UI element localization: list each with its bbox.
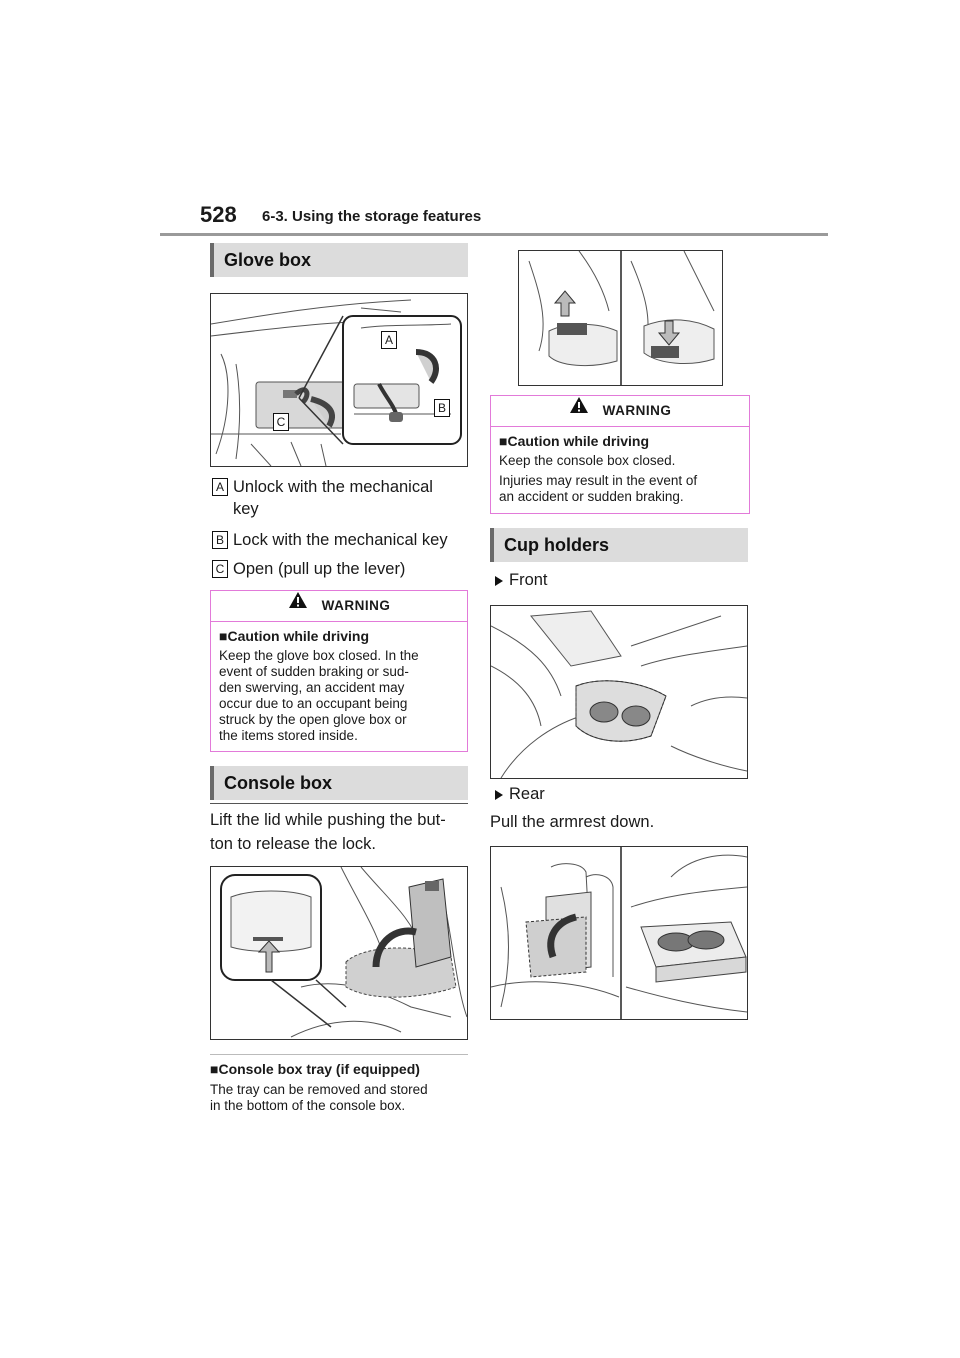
console-tray-figure	[518, 250, 723, 386]
console-tray-illustration	[519, 251, 722, 385]
warning-line: occur due to an occupant being	[219, 696, 408, 711]
item-text-a-line1: Unlock with the mechanical	[233, 478, 433, 496]
rear-label: Rear	[509, 785, 545, 803]
header-rule	[160, 233, 828, 236]
warning-header	[491, 396, 749, 427]
warning-line: Keep the console box closed.	[499, 453, 676, 468]
console-heading-rule	[210, 803, 468, 804]
warning-label: WARNING	[602, 403, 672, 418]
glove-box-heading: Glove box	[210, 243, 468, 277]
warning-line: event of sudden braking or sud-	[219, 664, 409, 679]
rear-cup-holder-figure	[490, 846, 748, 1020]
figure-label-c: C	[273, 413, 289, 431]
warning-subtitle: ■Caution while driving	[219, 628, 370, 644]
item-text-a-line2: key	[233, 500, 259, 518]
item-key-b: B	[212, 531, 228, 549]
item-key-a: A	[212, 478, 228, 496]
console-box-illustration	[211, 867, 467, 1039]
warning-triangle-icon	[569, 395, 589, 425]
console-box-heading: Console box	[210, 766, 468, 800]
console-warning	[490, 395, 750, 514]
console-tray-line2: in the bottom of the console box.	[210, 1098, 406, 1113]
glove-box-figure	[210, 293, 468, 467]
rear-instruction: Pull the armrest down.	[490, 813, 655, 831]
front-cup-holder-illustration	[491, 606, 747, 778]
front-cup-holder-figure	[490, 605, 748, 779]
warning-label: WARNING	[321, 598, 391, 613]
front-label: Front	[509, 571, 548, 589]
warning-line: Keep the glove box closed. In the	[219, 648, 419, 663]
tray-rule	[210, 1054, 468, 1055]
glove-box-warning	[210, 590, 468, 752]
console-box-figure	[210, 866, 468, 1040]
figure-label-b: B	[434, 399, 450, 417]
cup-holders-heading: Cup holders	[490, 528, 748, 562]
console-text-line2: ton to release the lock.	[210, 835, 377, 853]
glove-box-illustration	[211, 294, 467, 466]
triangle-bullet-icon	[494, 573, 504, 592]
section-title: 6-3. Using the storage features	[262, 208, 482, 225]
warning-line: Injuries may result in the event of	[499, 473, 698, 488]
warning-line: an accident or sudden braking.	[499, 489, 684, 504]
console-tray-heading: ■Console box tray (if equipped)	[210, 1061, 420, 1077]
console-text-line1: Lift the lid while pushing the but-	[210, 811, 446, 829]
item-key-c: C	[212, 560, 228, 578]
rear-cup-holder-illustration	[491, 847, 747, 1019]
warning-header	[211, 591, 467, 622]
warning-line: the items stored inside.	[219, 728, 358, 743]
triangle-bullet-icon	[494, 787, 504, 806]
warning-line: struck by the open glove box or	[219, 712, 407, 727]
console-tray-line1: The tray can be removed and stored	[210, 1082, 428, 1097]
item-text-c: Open (pull up the lever)	[233, 560, 406, 578]
warning-line: den swerving, an accident may	[219, 680, 405, 695]
warning-body	[219, 648, 459, 744]
item-text-b: Lock with the mechanical key	[233, 531, 448, 549]
page-number: 528	[200, 202, 237, 227]
warning-triangle-icon	[288, 590, 308, 620]
figure-label-a: A	[381, 331, 397, 349]
warning-subtitle: ■Caution while driving	[499, 433, 650, 449]
